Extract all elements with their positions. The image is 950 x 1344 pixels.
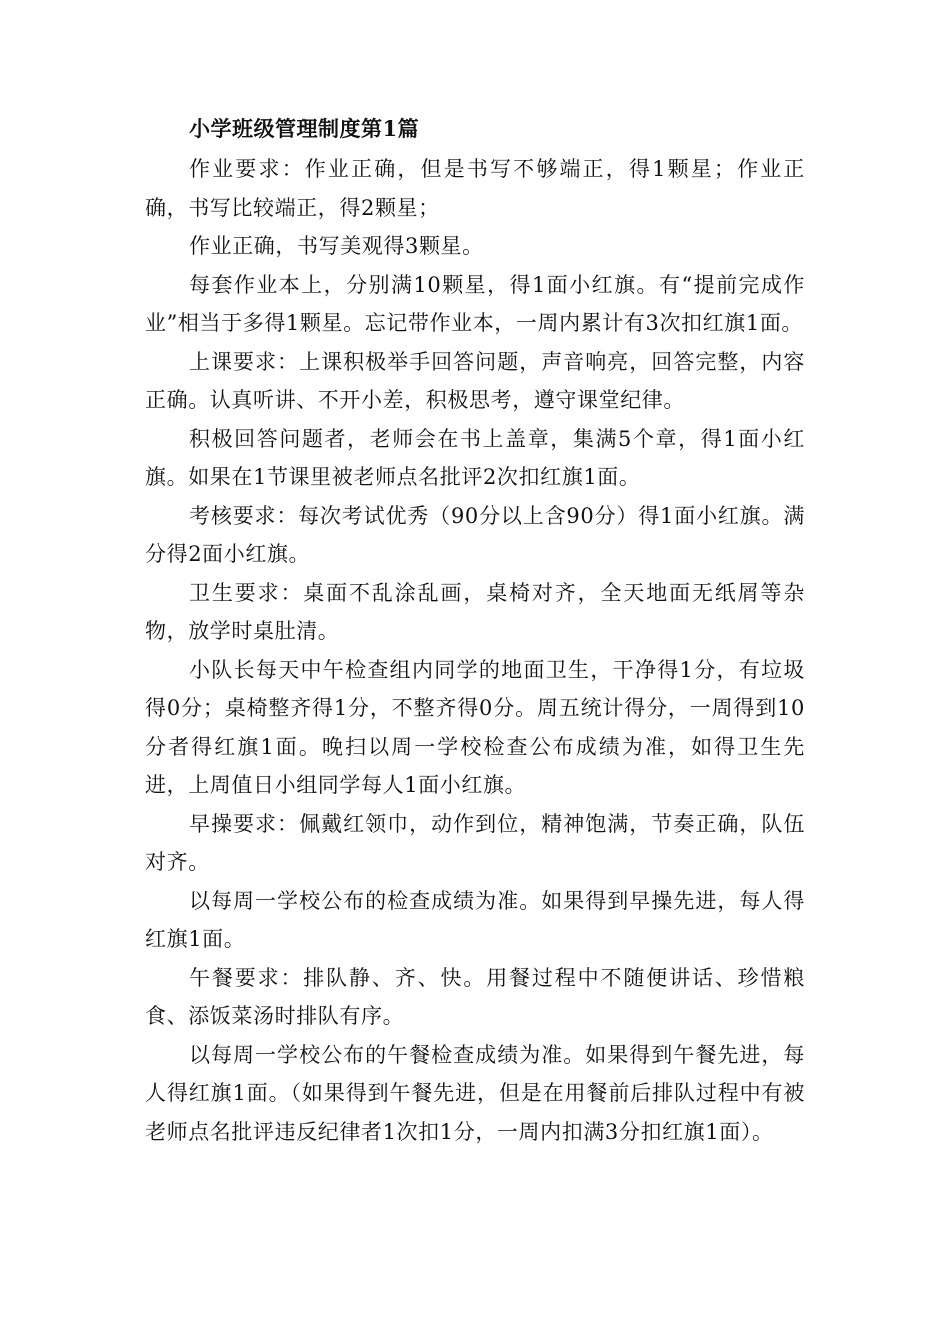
paragraph-lunch-requirements: 午餐要求：排队静、齐、快。用餐过程中不随便讲话、珍惜粮食、添饭菜汤时排队有序。 [145, 965, 805, 1028]
paragraph-exam-requirements: 考核要求：每次考试优秀（90分以上含90分）得1面小红旗。满分得2面小红旗。 [145, 503, 805, 566]
paragraph-hygiene-scoring: 小队长每天中午检查组内同学的地面卫生，干净得1分，有垃圾得0分；桌椅整齐得1分，不整齐得0分。周五统计得分，一周得到10分者得红旗1面。晚扫以周一学校检查公布成绩为准，如得卫生先进，上周值日小组同学每人1面小红旗。 [145, 657, 805, 797]
document-page [145, 112, 805, 1151]
paragraph-exercise-requirements: 早操要求：佩戴红领巾，动作到位，精神饱满，节奏正确，队伍对齐。 [145, 811, 805, 874]
paragraph-exercise-scoring: 以每周一学校公布的检查成绩为准。如果得到早操先进，每人得红旗1面。 [145, 888, 805, 951]
paragraph-hygiene-requirements: 卫生要求：桌面不乱涂乱画，桌椅对齐，全天地面无纸屑等杂物，放学时桌肚清。 [145, 580, 805, 643]
paragraph-class-requirements: 上课要求：上课积极举手回答问题，声音响亮，回答完整，内容正确。认真听讲、不开小差，积极思考，遵守课堂纪律。 [145, 349, 805, 412]
paragraph-homework-flags: 每套作业本上，分别满10颗星，得1面小红旗。有“提前完成作业”相当于多得1颗星。忘记带作业本，一周内累计有3次扣红旗1面。 [145, 272, 805, 335]
paragraph-class-stamps: 积极回答问题者，老师会在书上盖章，集满5个章，得1面小红旗。如果在1节课里被老师点名批评2次扣红旗1面。 [145, 426, 805, 489]
paragraph-lunch-scoring: 以每周一学校公布的午餐检查成绩为准。如果得到午餐先进，每人得红旗1面。（如果得到午餐先进，但是在用餐前后排队过程中有被老师点名批评违反纪律者1次扣1分，一周内扣满3分扣红旗1面）。 [145, 1042, 805, 1144]
document-title: 小学班级管理制度第1篇 [189, 116, 420, 141]
paragraph-homework-three-stars: 作业正确，书写美观得3颗星。 [189, 234, 484, 258]
paragraph-homework-requirements: 作业要求：作业正确，但是书写不够端正，得1颗星；作业正确，书写比较端正，得2颗星； [145, 157, 805, 220]
